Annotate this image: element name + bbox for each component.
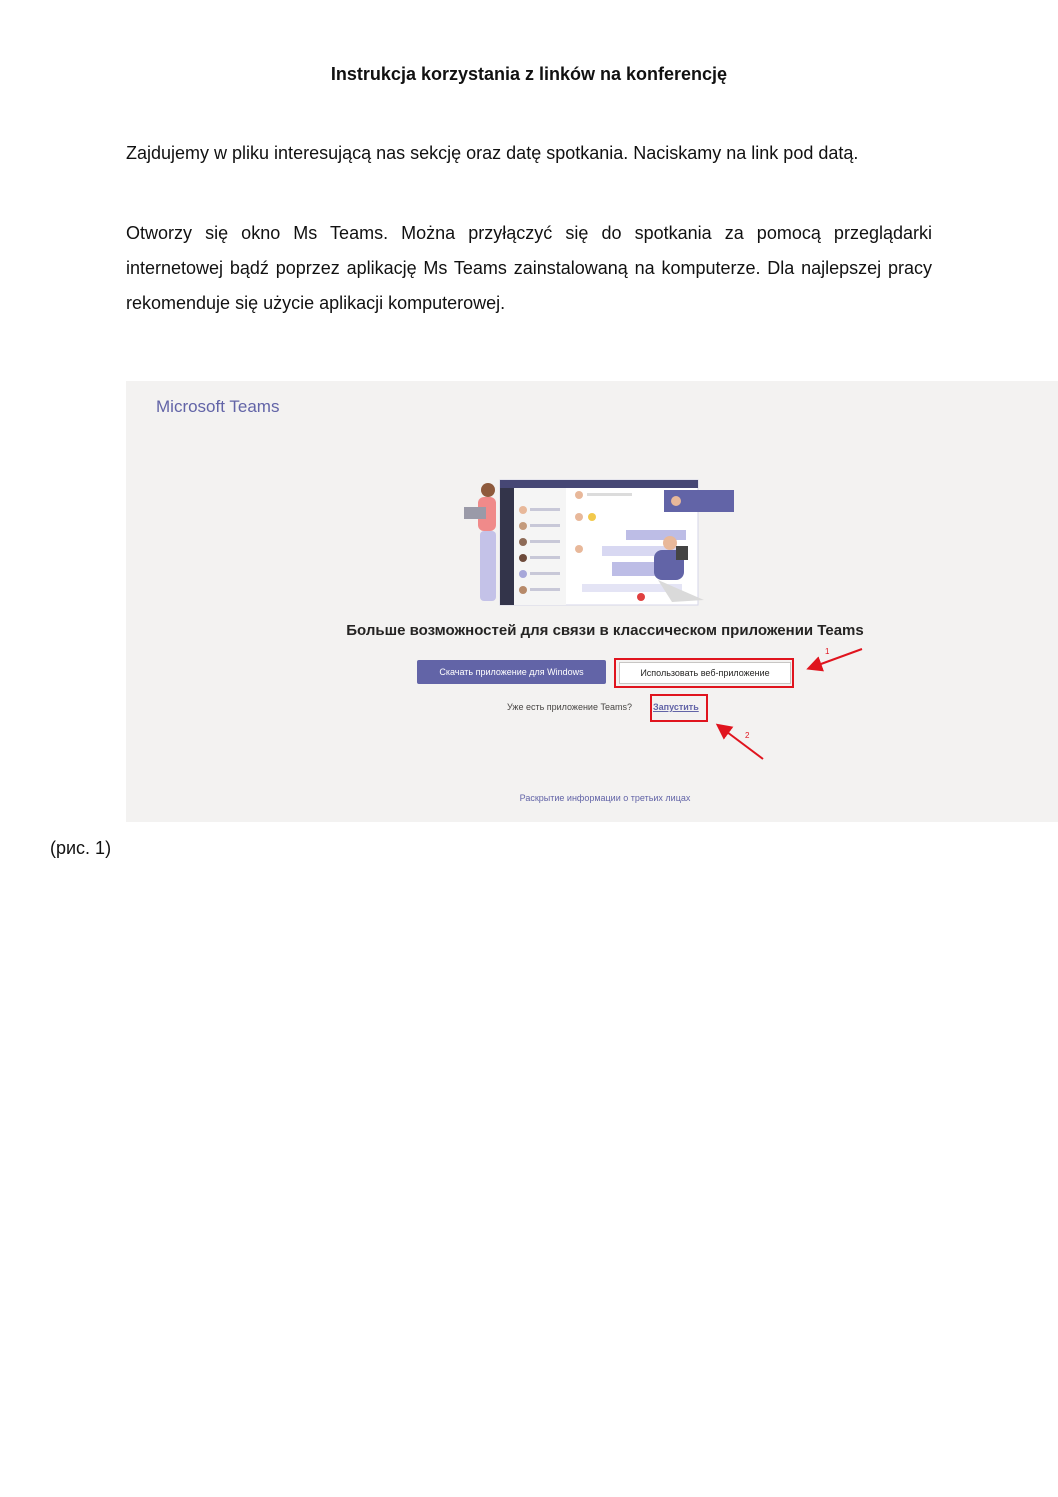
document-title: Instrukcja korzystania z linków na konferencję: [330, 64, 728, 84]
teams-headline: Больше возможностей для связи в классическом приложении Teams: [346, 622, 864, 639]
use-web-app-button[interactable]: Использовать веб-приложение: [619, 662, 791, 684]
figure-caption: (рис. 1): [50, 838, 112, 858]
already-have-app-text: Уже есть приложение Teams?: [507, 702, 632, 712]
annotation-arrow-1: [810, 649, 862, 668]
instruction-paragraph-2: Otworzy się okno Ms Teams. Można przyłączyć się do spotkania za pomocą przeglądarki internetowej bądź poprzez aplikację Ms Teams zainstalowaną na komputerze. Dla najlepszej pracy rekomenduje się użycie aplikacji komputerowej.: [126, 223, 932, 313]
annotation-number-2: 2: [745, 731, 750, 740]
annotation-arrows: [126, 381, 1058, 822]
teams-screenshot: [126, 381, 1058, 822]
microsoft-teams-logo-text: Microsoft Teams: [156, 397, 280, 416]
third-party-disclosure-link[interactable]: Раскрытие информации о третьих лицах: [519, 793, 691, 803]
annotation-arrow-2: [719, 726, 763, 759]
annotation-number-1: 1: [825, 647, 830, 656]
launch-app-link[interactable]: Запустить: [653, 702, 699, 712]
download-windows-button[interactable]: Скачать приложение для Windows: [417, 660, 606, 684]
instruction-paragraph-1: Zajdujemy w pliku interesującą nas sekcję oraz datę spotkania. Naciskamy na link pod datą.: [126, 143, 859, 163]
